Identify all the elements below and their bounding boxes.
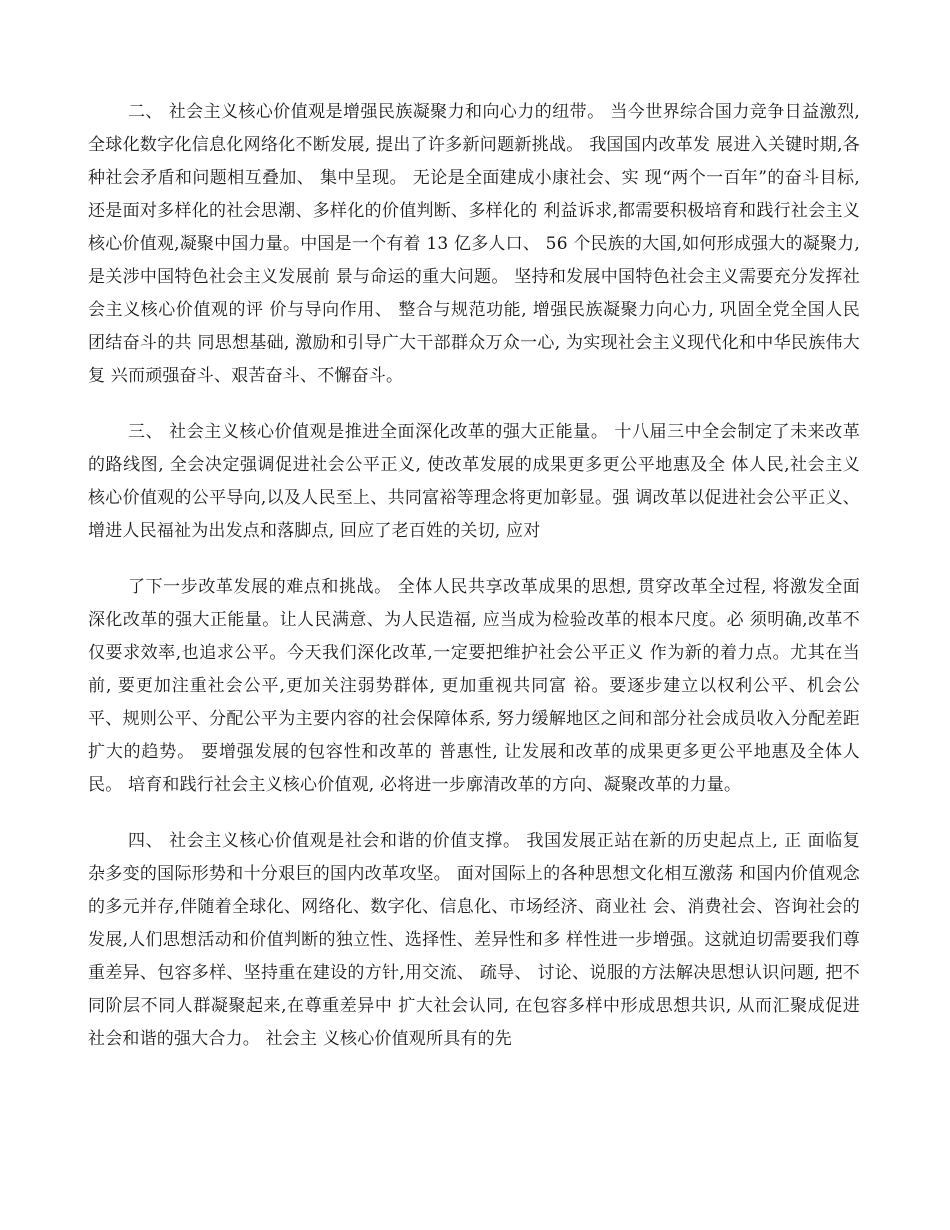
paragraph-section-three-continued: 了下一步改革发展的难点和挑战。 全体人民共享改革成果的思想, 贯穿改革全过程, 将激发全面深化改革的强大正能量。让人民满意、为人民造福, 应当成为检验改革的根本尺度。必 须明确,改革不仅要求效率,也追求公平。今天我们深化改革,一定要把维护社会公平正义 作为新的着力点。尤其在当前, 要更加注重社会公平,更加关注弱势群体, 更加重视共同富 裕。要逐步建立以权利公平、机会公平、规则公平、分配公平为主要内容的社会保障体系, 努力缓解地区之间和部分社会成员收入分配差距扩大的趋势。 要增强发展的包容性和改革的 普惠性, 让发展和改革的成果更多更公平地惠及全体人民。 培育和践行社会主义核心价值观, 必将进一步廓清改革的方向、凝聚改革的力量。 bbox=[88, 577, 860, 795]
paragraph-section-three: 三、 社会主义核心价值观是推进全面深化改革的强大正能量。 十八届三中全会制定了未来改革的路线图, 全会决定强调促进社会公平正义, 使改革发展的成果更多更公平地惠及全 体人民,社会主义核心价值观的公平导向,以及人民至上、共同富裕等理念将更加彰显。强 调改革以促进社会公平正义、 增进人民福祉为出发点和落脚点, 回应了老百姓的关切, 应对 bbox=[88, 422, 860, 541]
paragraph-section-two: 二、 社会主义核心价值观是增强民族凝聚力和向心力的纽带。 当今世界综合国力竞争日益激烈, 全球化数字化信息化网络化不断发展, 提出了许多新问题新挑战。 我国国内改革发 展进入关键时期,各种社会矛盾和问题相互叠加、 集中呈现。 无论是全面建成小康社会、实 现“两个一百年”的奋斗目标,还是面对多样化的社会思潮、多样化的价值判断、多样化的 利益诉求,都需要积极培育和践行社会主义核心价值观,凝聚中国力量。中国是一个有着 13 亿多人口、 56 个民族的大国,如何形成强大的凝聚力,是关涉中国特色社会主义发展前 景与命运的重大问题。 坚持和发展中国特色社会主义需要充分发挥社会主义核心价值观的评 价与导向作用、 整合与规范功能, 增强民族凝聚力向心力, 巩固全党全国人民团结奋斗的共 同思想基础, 激励和引导广大干部群众万众一心, 为实现社会主义现代化和中华民族伟大复 兴而顽强奋斗、艰苦奋斗、不懈奋斗。 bbox=[88, 102, 860, 386]
document-body bbox=[88, 96, 860, 1056]
paragraph-section-four: 四、 社会主义核心价值观是社会和谐的价值支撑。 我国发展正站在新的历史起点上, 正 面临复杂多变的国际形势和十分艰巨的国内改革攻坚。 面对国际上的各种思想文化相互激荡 和国内价值观念的多元并存,伴随着全球化、网络化、数字化、信息化、市场经济、商业社 会、消费社会、咨询社会的发展,人们思想活动和价值判断的独立性、选择性、差异性和多 样性进一步增强。这就迫切需要我们尊重差异、包容多样、坚持重在建设的方针,用交流、 疏导、 讨论、说服的方法解决思想认识问题, 把不同阶层不同人群凝聚起来,在尊重差异中 扩大社会认同, 在包容多样中形成思想共识, 从而汇聚成促进社会和谐的强大合力。 社会主 义核心价值观所具有的先 bbox=[88, 831, 860, 1049]
